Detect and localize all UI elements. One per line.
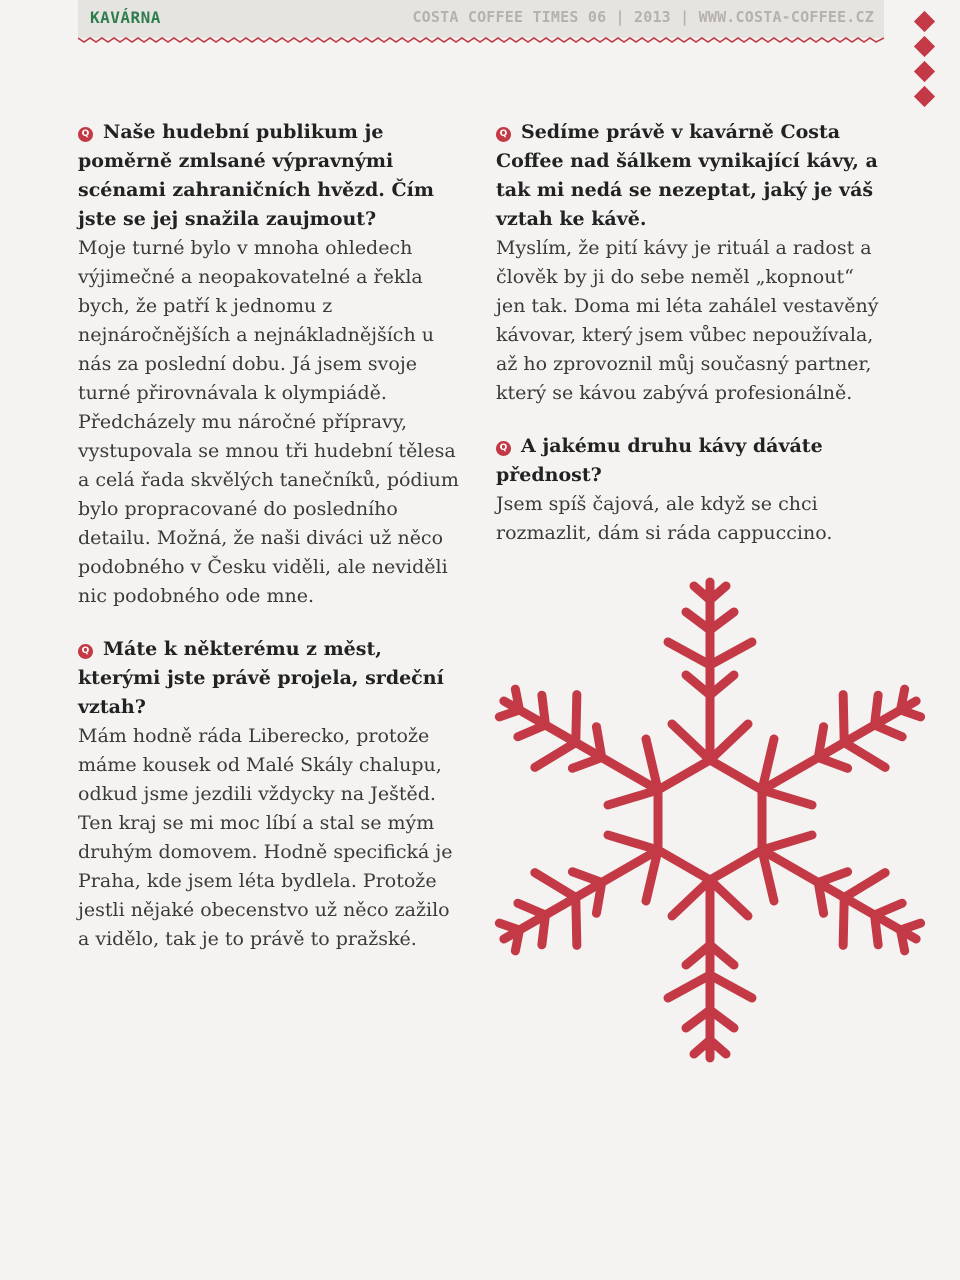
question-marker-icon: Q [78,127,93,142]
left-column [78,118,464,954]
decorative-diamonds [910,14,940,114]
section-name: KAVÁRNA [90,8,161,27]
interview-answer: Mám hodně ráda Liberecko, protože máme kousek od Malé Skály chalupu, odkud jsme jezdili vždycky na Ještěd. Ten kraj se mi moc líbí a stal se mým druhým domovem. Hodně specifická je Praha, kde jsem léta bydlela. Protože jestli nějaké obecenstvo už něco zažilo a vidělo, tak je to právě to pražské. [78,725,453,950]
interview-question: Q Máte k některému z měst, kterými jste právě projela, srdeční vztah? [78,638,444,718]
question-marker-icon: Q [496,441,511,456]
interview-answer: Moje turné bylo v mnoha ohledech výjimečné a neopakovatelné a řekla bych, že patří k jednomu z nejnáročnějších a nejnákladnějších u nás za poslední dobu. Já jsem svoje turné přirovnávala k olympiádě. Předcházely mu náročné přípravy, vystupovala se mnou tři hudební tělesa a celá řada skvělých tanečníků, pódium bylo propracované do posledního detailu. Možná, že naši diváci už něco podobného v Česku viděli, ale neviděli nic podobného ode mne. [78,237,459,607]
diamond-icon [914,61,935,82]
diamond-icon [914,86,935,107]
question-marker-icon: Q [496,127,511,142]
header-zigzag-edge [78,36,884,44]
interview-answer: Myslím, že pití kávy je rituál a radost a člověk by ji do sebe neměl „kopnout“ jen tak. Doma mi léta zahálel vestavěný kávovar, který jsem vůbec nepoužívala, až ho zprovoznil můj současný partner, který se kávou zabývá profesionálně. [496,237,879,404]
diamond-icon [914,36,935,57]
interview-question: Q Naše hudební publikum je poměrně zmlsané výpravnými scénami zahraničních hvězd. Čím jste se jej snažila zaujmout? [78,121,434,230]
issue-info: COSTA COFFEE TIMES 06 | 2013 | WWW.COSTA-COFFEE.CZ [412,8,874,26]
question-marker-icon: Q [78,644,93,659]
interview-question: Q Sedíme právě v kavárně Costa Coffee nad šálkem vynikající kávy, a tak mi nedá se nezeptat, jaký je váš vztah ke kávě. [496,121,878,230]
right-column [496,118,884,548]
interview-question: Q A jakému druhu kávy dáváte přednost? [496,435,823,486]
diamond-icon [914,11,935,32]
interview-answer: Jsem spíš čajová, ale když se chci rozmazlit, dám si ráda cappuccino. [496,493,833,544]
snowflake-icon [480,570,940,1070]
